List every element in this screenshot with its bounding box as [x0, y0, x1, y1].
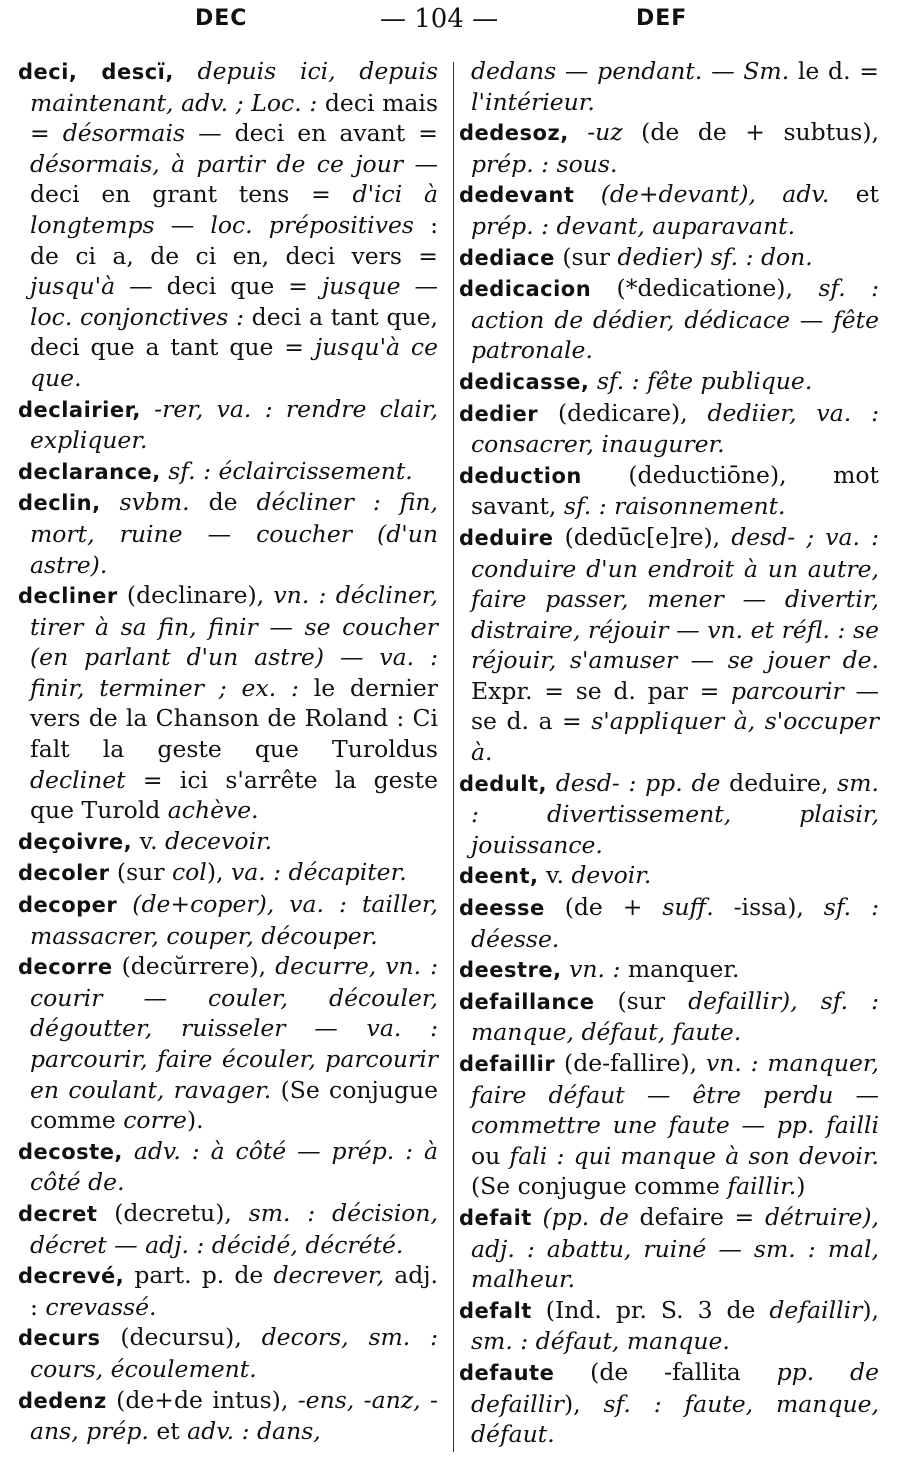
entry-text: dedier) sf. : don. — [617, 242, 813, 271]
entry-text: détruire), adj. : abattu, ruiné — sm. : mal, malheur. — [471, 1202, 879, 1294]
dictionary-entry — [459, 56, 879, 117]
entry-text: corre — [123, 1106, 187, 1135]
dictionary-entry — [459, 460, 879, 522]
entry-text: (decretu), — [97, 1198, 249, 1227]
dictionary-entry — [459, 986, 879, 1048]
entry-text: décliner : fin, mort, ruine — coucher (d'un astre). — [30, 488, 438, 579]
entry-text: (declinare), — [117, 581, 274, 610]
entry-text: (de + — [544, 893, 663, 922]
entry-text: et — [829, 180, 879, 209]
entry-text: d'ici à longtemps — loc. prépositives — [30, 180, 438, 239]
entry-headword: defalt — [459, 1298, 532, 1323]
entry-text: = — [30, 119, 50, 148]
entry-text: ). — [186, 1106, 204, 1135]
entry-text: faillir. — [727, 1172, 797, 1201]
dictionary-entry — [18, 580, 438, 826]
entry-headword: decoste, — [18, 1139, 123, 1164]
entry-text: col — [172, 858, 207, 887]
entry-text: -rer, va. : rendre clair, expliquer. — [30, 394, 438, 455]
dictionary-entry — [18, 857, 438, 889]
entry-headword: declairier, — [18, 397, 141, 422]
dictionary-entry — [18, 1385, 438, 1447]
entry-text: — deci en grant tens = — [30, 149, 438, 209]
entry-text: Expr. = se d. par = — [471, 676, 732, 705]
entry-text: sm. : décision, décret — adj. : décidé, décrété. — [30, 1198, 438, 1259]
entry-headword: decurs — [18, 1326, 101, 1351]
entry-text: sf. : action de dédier, dédicace — fête patronale. — [471, 274, 880, 365]
entry-text: (de+coper), va. : tailler, massacrer, couper, découper. — [30, 890, 438, 950]
entry-text: prép. : sous. — [471, 149, 618, 178]
entry-text: declinet — [30, 765, 126, 794]
entry-text: ), — [206, 858, 231, 887]
entry-headword: defaute — [459, 1360, 555, 1385]
entry-text: achève. — [167, 796, 259, 825]
entry-text: pp. de defaillir — [471, 1357, 879, 1418]
page-number: — 104 — — [380, 4, 499, 34]
entry-text: ) — [796, 1172, 806, 1201]
entry-text: : de ci a, de ci en, deci vers = — [30, 210, 438, 270]
dictionary-entry — [18, 1198, 438, 1260]
entry-text: (decursu), — [100, 1323, 262, 1352]
entry-headword: deesse — [459, 896, 545, 921]
entry-text: devoir. — [571, 861, 652, 890]
entry-text: adv. : dans, — [187, 1417, 321, 1446]
entry-text: l'intérieur. — [471, 87, 595, 116]
entry-text: (Ind. pr. S. 3 de — [531, 1295, 770, 1324]
right-running-headword: DEF — [636, 6, 688, 31]
entry-text: manquer. — [620, 955, 740, 984]
entry-headword: dedesoz, — [459, 121, 569, 146]
entry-text: deduire, — [720, 768, 838, 797]
entry-text: deci mais — [317, 88, 439, 117]
entry-text: — se d. a = — [471, 676, 879, 736]
entry-text: -uz — [568, 118, 623, 147]
entry-headword: decoler — [18, 861, 110, 886]
entry-text: dedans — pendant. — Sm. — [471, 57, 790, 85]
entry-text: -ens, -anz, -ans, prép. — [30, 1385, 438, 1446]
right-column — [459, 56, 879, 1450]
column-divider — [453, 62, 454, 1452]
entry-headword: deci, descï, — [18, 60, 174, 84]
entry-text: adv. : à côté — prép. : à côté de. — [30, 1136, 438, 1197]
entry-text: ), — [563, 1389, 604, 1418]
entry-headword: decorre — [18, 955, 113, 980]
entry-text: (sur — [594, 986, 689, 1015]
dictionary-entry — [459, 273, 879, 366]
entry-text: désormais — [49, 119, 186, 148]
entry-text: va. : décapiter. — [230, 858, 407, 887]
entry-text: le dernier vers de la Chanson de Roland : Ci falt la geste que Turoldus — [30, 673, 438, 764]
entry-text: defaire = — [628, 1202, 765, 1231]
left-column — [18, 56, 438, 1447]
dictionary-entry — [459, 366, 879, 398]
entry-text: vn. : — [561, 955, 621, 984]
entry-text: crevassé. — [45, 1292, 157, 1321]
entry-text: fali : qui manque à son devoir. — [509, 1141, 879, 1170]
entry-headword: deçoivre, — [18, 829, 133, 854]
entry-headword: defaillance — [459, 989, 595, 1014]
entry-headword: dedicacion — [459, 277, 592, 302]
dictionary-entry — [459, 1202, 879, 1295]
entry-headword: decret — [18, 1201, 98, 1226]
dictionary-entry — [459, 398, 879, 460]
entry-text: jusqu'à — [30, 272, 116, 301]
dictionary-entry — [18, 1136, 438, 1198]
entry-headword: declin, — [18, 491, 101, 516]
entry-text: le d. = — [789, 57, 879, 85]
entry-headword: decliner — [18, 584, 118, 609]
entry-headword: decoper — [18, 893, 118, 918]
entry-text: jusque — loc. conjonctives : — [30, 272, 438, 331]
entry-text: (de+devant), adv. — [574, 180, 830, 209]
entry-headword: dedevant — [459, 183, 575, 208]
dictionary-entry — [459, 954, 879, 986]
entry-text: (de+de intus), — [106, 1385, 298, 1414]
left-running-headword: DEC — [195, 6, 248, 31]
entry-text: vn. : décliner, tirer à sa fin, finir — se coucher (en parlant d'un astre) — va. : finir, terminer ; ex. : — [30, 581, 438, 702]
entry-text: sf. : déesse. — [471, 893, 879, 953]
dictionary-entry — [459, 1295, 879, 1357]
entry-text: suff. — [662, 893, 714, 922]
entry-text: sf. : éclaircissement. — [160, 456, 413, 485]
entry-headword: deent, — [459, 864, 539, 889]
entry-text: prép. : devant, auparavant. — [471, 211, 796, 240]
entry-text: sf. : fête publique. — [589, 366, 813, 395]
entry-text: (Se conjugue comme — [471, 1172, 728, 1201]
entry-headword: dediace — [459, 245, 555, 270]
entry-headword: decrevé, — [18, 1264, 125, 1289]
entry-text: (sur — [554, 242, 618, 271]
dictionary-entry — [459, 242, 879, 274]
dictionary-entry — [459, 860, 879, 892]
entry-headword: deduction — [459, 463, 582, 488]
entry-text: defaillir — [769, 1295, 863, 1324]
dictionary-entry — [18, 394, 438, 456]
entry-text: defaillir), sf. : manque, défaut, faute. — [471, 986, 879, 1047]
entry-headword: dedier — [459, 401, 539, 426]
entry-text: desd- ; va. : conduire d'un endroit à un autre, faire passer, mener — divertir, distraire, réjouir — vn. et réfl. : se réjouir, s'amuser — se jouer de. — [471, 522, 880, 675]
entry-text: s'appliquer à, s'occuper à. — [471, 707, 879, 767]
entry-text: (decŭrrere), — [112, 952, 276, 981]
entry-text: sm. : défaut, manque. — [471, 1327, 730, 1356]
entry-headword: dedult, — [459, 771, 547, 796]
dictionary-entry — [459, 768, 879, 861]
entry-text: deci a tant que, deci que a tant que = — [30, 302, 438, 362]
entry-text: (dedūc[e]re), — [553, 522, 732, 551]
entry-text: parcourir — [731, 676, 844, 705]
dictionary-entry — [18, 1260, 438, 1322]
entry-headword: declarance, — [18, 459, 161, 484]
entry-text: v. — [132, 826, 166, 855]
dictionary-entry — [459, 892, 879, 954]
entry-text: adj. : — [30, 1261, 439, 1321]
entry-text: jusqu'à ce que. — [30, 333, 438, 392]
page-header — [0, 4, 909, 44]
entry-text: decors, sm. : cours, écoulement. — [30, 1323, 438, 1383]
entry-text: sm. : divertissement, plaisir, jouissance. — [471, 768, 879, 859]
entry-text: sf. : raisonnement. — [563, 492, 786, 521]
entry-headword: defaillir — [459, 1052, 556, 1076]
dictionary-entry — [459, 117, 879, 179]
entry-text: part. p. de — [124, 1261, 274, 1290]
entry-text: (de -fallita — [554, 1357, 777, 1386]
dictionary-entry — [18, 456, 438, 488]
entry-text: ), — [862, 1295, 879, 1324]
dictionary-entry — [459, 1048, 879, 1202]
entry-headword: defait — [459, 1205, 532, 1230]
entry-text: decurre, vn. : courir — couler, découler, dégoutter, ruisseler — va. : parcourir, faire écouler, parcourir en coulant, ravager. — [30, 952, 438, 1104]
entry-text: = ici s'arrête la geste que Turold — [30, 765, 438, 825]
dictionary-entry — [18, 56, 438, 394]
entry-text: dediier, va. : consacrer, inaugurer. — [471, 398, 879, 459]
dictionary-entry — [459, 1357, 879, 1450]
entry-text: (pp. de — [531, 1202, 629, 1231]
dictionary-entry — [459, 179, 879, 241]
entry-text: ou — [471, 1141, 510, 1170]
entry-text: de — [189, 488, 257, 517]
entry-text: desd- : pp. de — [546, 768, 721, 797]
entry-headword: dedicasse, — [459, 369, 590, 394]
dictionary-entry — [18, 951, 438, 1136]
dictionary-entry — [18, 826, 438, 858]
entry-text: (dedicare), — [538, 398, 708, 427]
entry-text: sf. : faute, manque, défaut. — [471, 1389, 879, 1449]
entry-headword: deestre, — [459, 958, 562, 983]
entry-text: vn. : manquer, faire défaut — être perdu — commettre une faute — pp. failli — [471, 1049, 879, 1140]
entry-text: decevoir. — [165, 826, 273, 855]
entry-text: depuis ici, depuis maintenant, adv. ; Loc. : — [30, 57, 439, 117]
entry-text: (sur — [109, 858, 172, 887]
entry-headword: dedenz — [18, 1388, 107, 1413]
entry-text: (Se conjugue comme — [30, 1075, 438, 1135]
entry-text: decrever, — [273, 1261, 385, 1290]
entry-text: svbm. — [100, 488, 190, 517]
entry-text: (*dedicatione), — [591, 274, 819, 303]
dictionary-entry — [18, 1322, 438, 1384]
entry-text: et — [148, 1417, 188, 1446]
dictionary-entry — [459, 522, 879, 768]
entry-text: -issa), — [713, 893, 824, 922]
entry-text: (deductiōne), mot savant, — [471, 460, 879, 521]
entry-text: v. — [538, 861, 572, 890]
entry-text: — deci en avant = — [185, 119, 438, 148]
entry-text: — deci que = — [115, 272, 322, 301]
entry-headword: deduire — [459, 525, 554, 550]
entry-text: (de-fallire), — [555, 1049, 706, 1077]
entry-text: (de de + subtus), — [622, 118, 880, 147]
dictionary-entry — [18, 487, 438, 580]
entry-text: désormais, à partir de ce jour — [30, 149, 404, 178]
dictionary-entry — [18, 889, 438, 951]
